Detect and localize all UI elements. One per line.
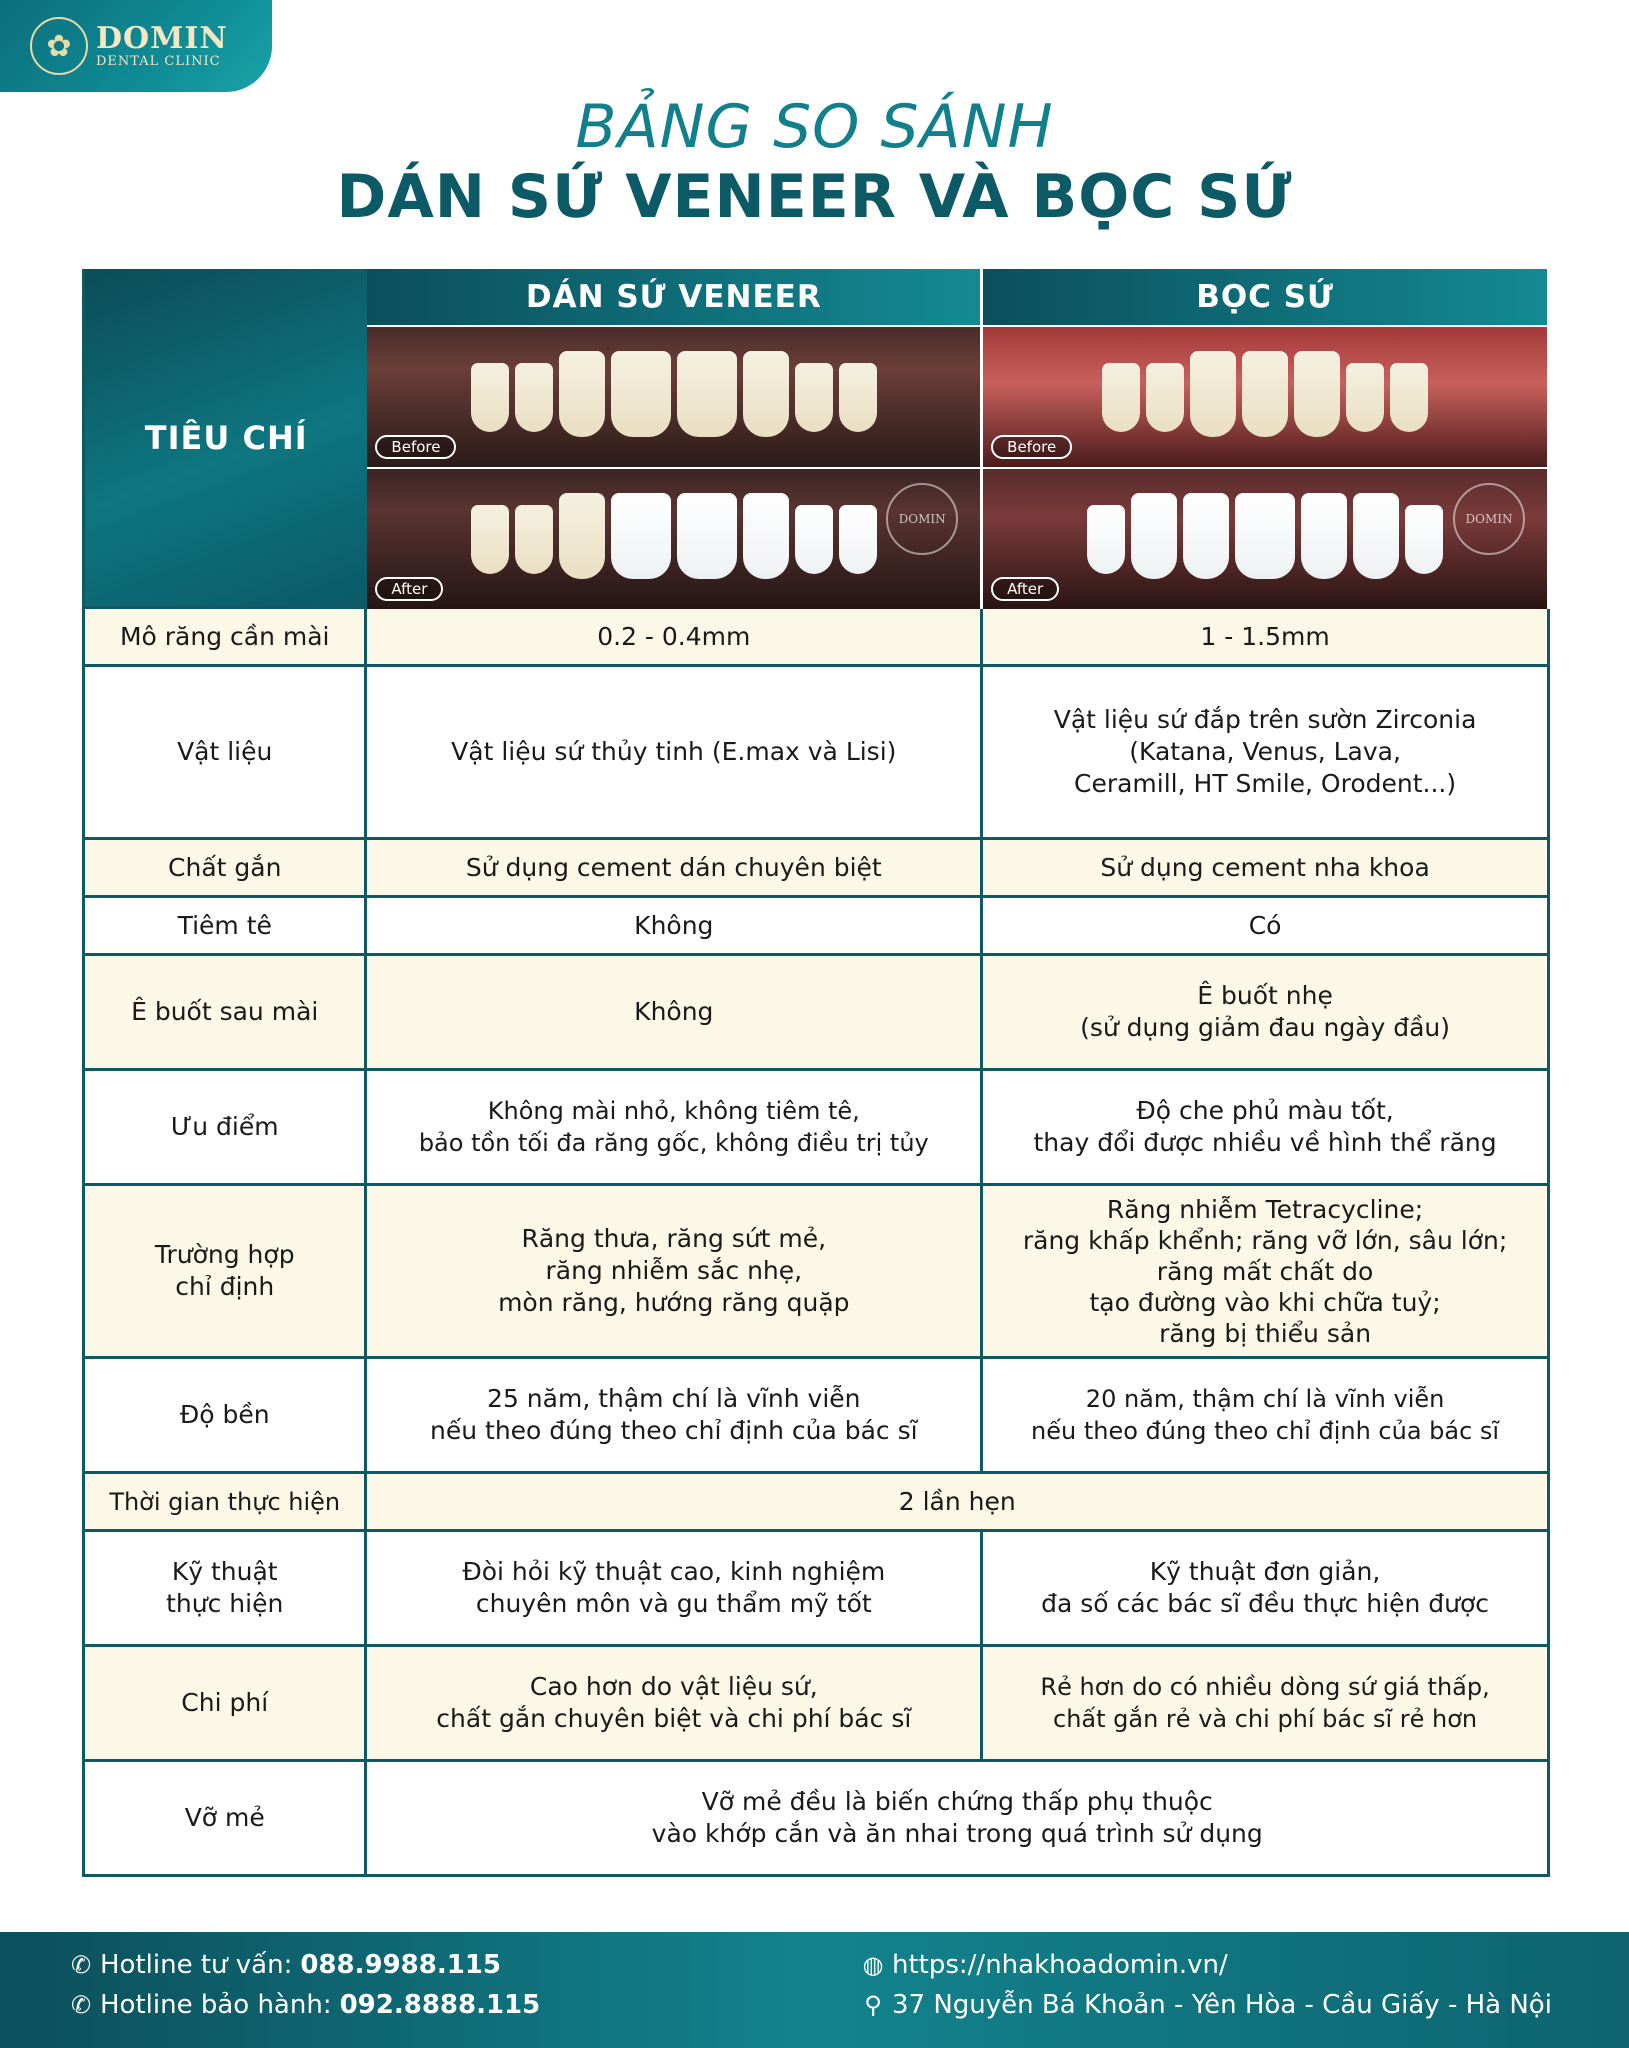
footer xyxy=(0,1932,1629,2048)
table-row xyxy=(82,1647,1550,1762)
after-badge: After xyxy=(991,577,1059,601)
veneer-cell: 0.2 - 0.4mm xyxy=(367,609,983,667)
criteria-cell: Tiêm tê xyxy=(85,898,367,956)
crown-cell: Độ che phủ màu tốt, thay đổi được nhiều về hình thể răng xyxy=(983,1071,1550,1186)
table-row xyxy=(82,1186,1550,1359)
crown-title: BỌC SỨ xyxy=(983,269,1550,325)
table-row xyxy=(82,1532,1550,1647)
veneer-cell: Vật liệu sứ thủy tinh (E.max và Lisi) xyxy=(367,667,983,840)
crown-cell: Vật liệu sứ đắp trên sườn Zirconia (Katana, Venus, Lava, Ceramill, HT Smile, Orodent...) xyxy=(983,667,1550,840)
crown-cell: Kỹ thuật đơn giản, đa số các bác sĩ đều thực hiện được xyxy=(983,1532,1550,1647)
page-title-line1: BẢNG SO SÁNH xyxy=(575,92,1054,162)
veneer-before-photo xyxy=(367,325,983,467)
hotline-warranty-number[interactable]: 092.8888.115 xyxy=(339,1990,541,2020)
crown-cell: Răng nhiễm Tetracycline; răng khấp khểnh; răng vỡ lớn, sâu lớn; răng mất chất do tạo đường vào khi chữa tuỷ; răng bị thiểu sản xyxy=(983,1186,1550,1359)
brand-sub: DENTAL CLINIC xyxy=(96,53,221,69)
criteria-cell: Độ bền xyxy=(85,1359,367,1474)
crown-cell: 20 năm, thậm chí là vĩnh viễn nếu theo đúng theo chỉ định của bác sĩ xyxy=(983,1359,1550,1474)
shared-cell: 2 lần hẹn xyxy=(367,1474,1550,1532)
veneer-cell: Cao hơn do vật liệu sứ, chất gắn chuyên biệt và chi phí bác sĩ xyxy=(367,1647,983,1762)
criteria-cell: Chất gắn xyxy=(85,840,367,898)
criteria-cell: Chi phí xyxy=(85,1647,367,1762)
crown-after-photo xyxy=(983,467,1550,609)
criteria-cell: Ê buốt sau mài xyxy=(85,956,367,1071)
comparison-table xyxy=(82,269,1550,1877)
table-row xyxy=(82,898,1550,956)
veneer-column-header xyxy=(367,269,983,609)
hotline-consult-number[interactable]: 088.9988.115 xyxy=(300,1950,502,1980)
table-row xyxy=(82,609,1550,667)
logo-tab xyxy=(0,0,272,92)
veneer-cell: Không xyxy=(367,898,983,956)
criteria-cell: Mô răng cần mài xyxy=(85,609,367,667)
watermark-logo xyxy=(1453,483,1525,555)
table-header xyxy=(82,269,1550,609)
crown-column-header xyxy=(983,269,1550,609)
veneer-after-photo xyxy=(367,467,983,609)
crown-cell: Ê buốt nhẹ (sử dụng giảm đau ngày đầu) xyxy=(983,956,1550,1071)
veneer-cell: 25 năm, thậm chí là vĩnh viễn nếu theo đúng theo chỉ định của bác sĩ xyxy=(367,1359,983,1474)
veneer-cell: Đòi hỏi kỹ thuật cao, kinh nghiệm chuyên môn và gu thẩm mỹ tốt xyxy=(367,1532,983,1647)
criteria-cell: Kỹ thuật thực hiện xyxy=(85,1532,367,1647)
table-row xyxy=(82,667,1550,840)
table-row xyxy=(82,1474,1550,1532)
phone-icon: ✆ xyxy=(70,1991,92,2019)
location-pin-icon: ⚲ xyxy=(864,1991,882,2019)
veneer-cell: Không xyxy=(367,956,983,1071)
watermark-text: DOMIN xyxy=(1465,512,1513,526)
crown-cell: Rẻ hơn do có nhiều dòng sứ giá thấp, chất gắn rẻ và chi phí bác sĩ rẻ hơn xyxy=(983,1647,1550,1762)
website-link[interactable]: https://nhakhoadomin.vn/ xyxy=(892,1950,1228,1980)
watermark-text: DOMIN xyxy=(898,512,946,526)
before-badge: Before xyxy=(991,435,1072,459)
logo-text xyxy=(96,20,228,69)
criteria-cell: Vỡ mẻ xyxy=(85,1762,367,1877)
crown-cell: 1 - 1.5mm xyxy=(983,609,1550,667)
table-row xyxy=(82,1071,1550,1186)
brand-name: DOMIN xyxy=(96,20,228,56)
criteria-header: TIÊU CHÍ xyxy=(82,269,367,609)
hotline-consult[interactable] xyxy=(68,1950,501,1980)
veneer-cell: Sử dụng cement dán chuyên biệt xyxy=(367,840,983,898)
after-badge: After xyxy=(375,577,443,601)
criteria-cell: Vật liệu xyxy=(85,667,367,840)
crown-cell: Sử dụng cement nha khoa xyxy=(983,840,1550,898)
before-badge: Before xyxy=(375,435,456,459)
hotline-warranty-label: Hotline bảo hành: xyxy=(100,1990,332,2020)
lotus-logo-icon: ✿ xyxy=(30,17,88,75)
table-row xyxy=(82,956,1550,1071)
crown-cell: Có xyxy=(983,898,1550,956)
watermark-logo xyxy=(886,483,958,555)
phone-icon: ✆ xyxy=(70,1951,92,1979)
address-text: 37 Nguyễn Bá Khoản - Yên Hòa - Cầu Giấy - Hà Nội xyxy=(892,1990,1552,2020)
hotline-consult-label: Hotline tư vấn: xyxy=(100,1950,293,1980)
table-row xyxy=(82,1359,1550,1474)
globe-icon: ◍ xyxy=(862,1951,884,1979)
criteria-cell: Thời gian thực hiện xyxy=(85,1474,367,1532)
website-line[interactable] xyxy=(860,1950,1228,1980)
table-row xyxy=(82,840,1550,898)
veneer-cell: Răng thưa, răng sứt mẻ, răng nhiễm sắc nhẹ, mòn răng, hướng răng quặp xyxy=(367,1186,983,1359)
veneer-title: DÁN SỨ VENEER xyxy=(367,269,983,325)
veneer-cell: Không mài nhỏ, không tiêm tê, bảo tồn tối đa răng gốc, không điều trị tủy xyxy=(367,1071,983,1186)
page-title-line2: DÁN SỨ VENEER VÀ BỌC SỨ xyxy=(336,162,1293,232)
table-row xyxy=(82,1762,1550,1877)
criteria-cell: Ưu điểm xyxy=(85,1071,367,1186)
criteria-cell: Trường hợp chỉ định xyxy=(85,1186,367,1359)
shared-cell: Vỡ mẻ đều là biến chứng thấp phụ thuộc vào khớp cắn và ăn nhai trong quá trình sử dụng xyxy=(367,1762,1550,1877)
address-line xyxy=(860,1990,1552,2020)
crown-before-photo xyxy=(983,325,1550,467)
hotline-warranty[interactable] xyxy=(68,1990,540,2020)
